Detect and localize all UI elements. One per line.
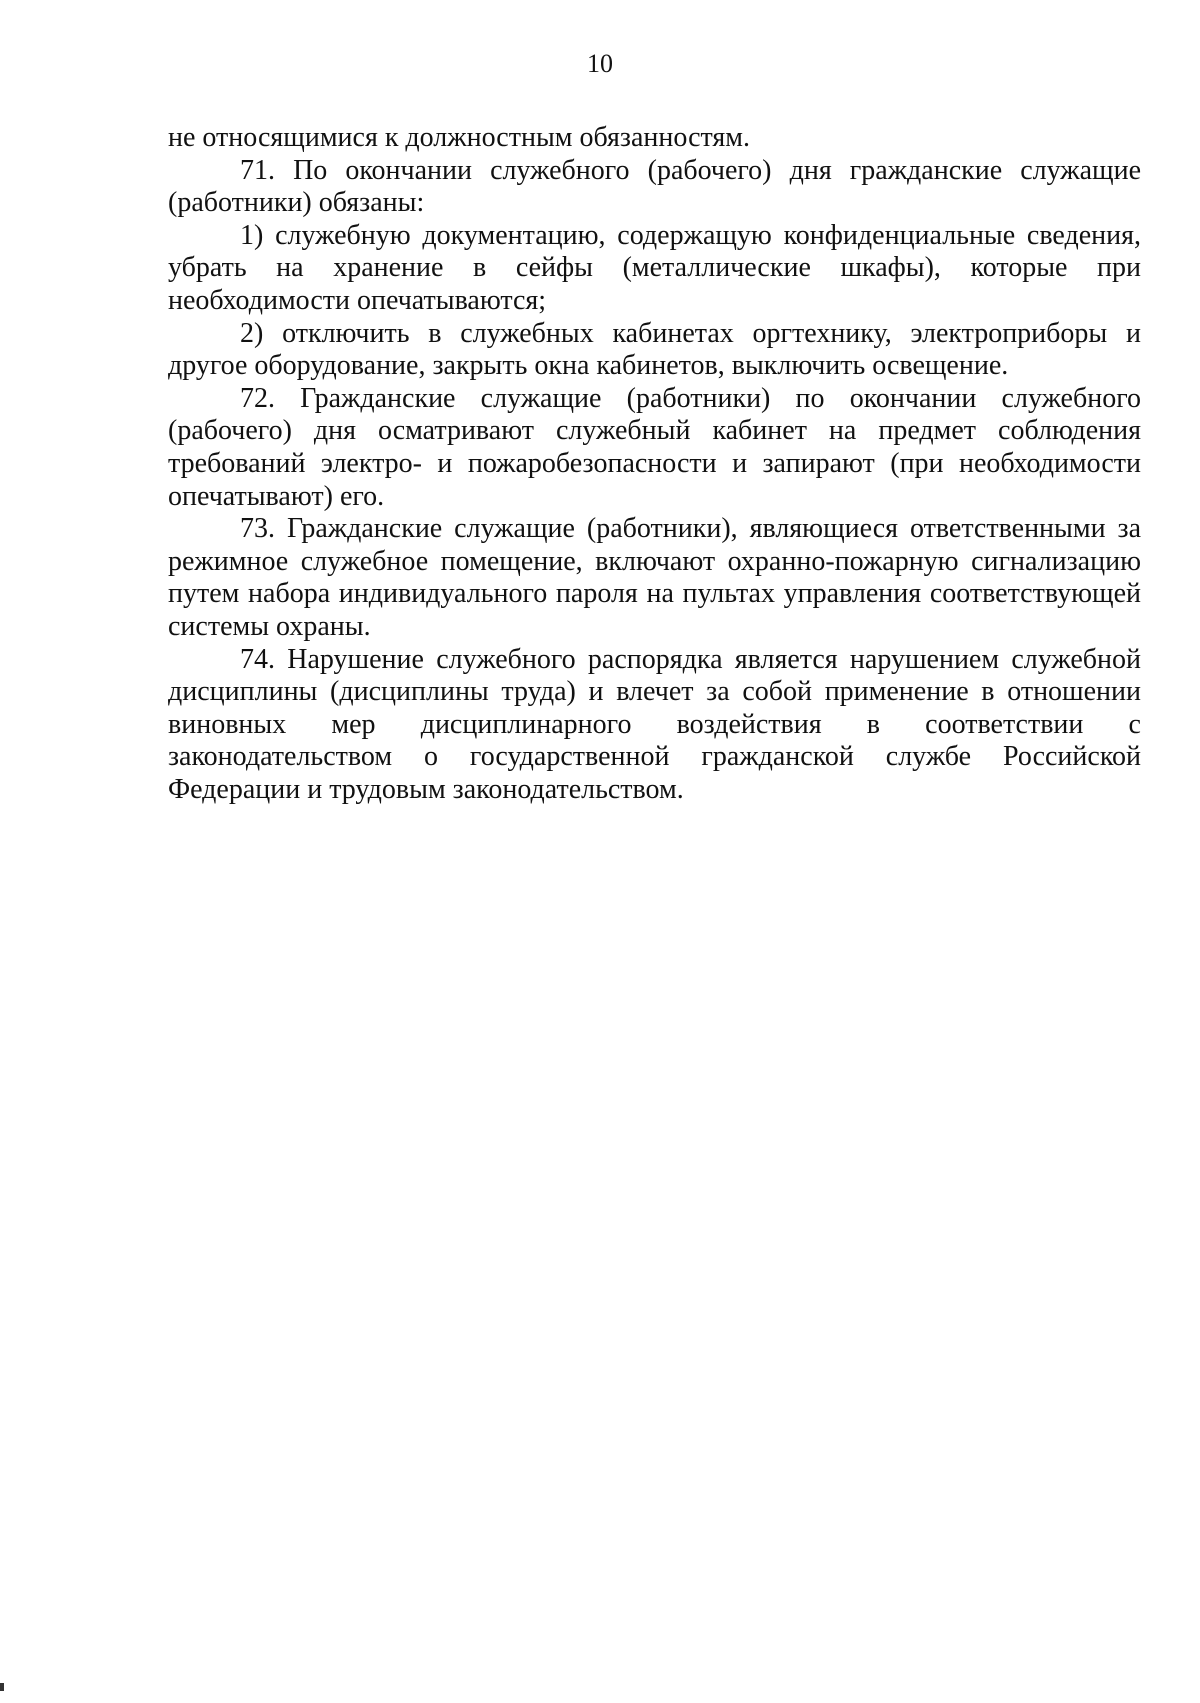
paragraph-71: 71. По окончании служебного (рабочего) дня гражданские служащие (работники) обязаны:: [168, 154, 1141, 219]
paragraph-72: 72. Гражданские служащие (работники) по окончании служебного (рабочего) дня осматривают служебный кабинет на предмет соблюдения требований электро- и пожаробезопасности и запирают (при необходимости опечатывают) его.: [168, 382, 1141, 512]
page-number: 10: [587, 49, 613, 78]
scan-edge-mark: [0, 1683, 4, 1691]
document-body: [168, 122, 1141, 806]
paragraph-73: 73. Гражданские служащие (работники), являющиеся ответственными за режимное служебное помещение, включают охранно-пожарную сигнализацию путем набора индивидуального пароля на пультах управления соответствующей системы охраны.: [168, 513, 1141, 642]
paragraph-74: 74. Нарушение служебного распорядка является нарушением служебной дисциплины (дисциплины труда) и влечет за собой применение в отношении виновных мер дисциплинарного воздействия в соответствии с законодательством о государственной гражданской службе Российской Федерации и трудовым законодательством.: [168, 643, 1141, 805]
paragraph-71-item-2: 2) отключить в служебных кабинетах оргтехнику, электроприборы и другое оборудование, закрыть окна кабинетов, выключить освещение.: [168, 317, 1141, 382]
paragraph-continuation: не относящимися к должностным обязанностям.: [168, 122, 750, 153]
paragraph-71-item-1: 1) служебную документацию, содержащую конфиденциальные сведения, убрать на хранение в сейфы (металлические шкафы), которые при необходимости опечатываются;: [168, 219, 1141, 316]
